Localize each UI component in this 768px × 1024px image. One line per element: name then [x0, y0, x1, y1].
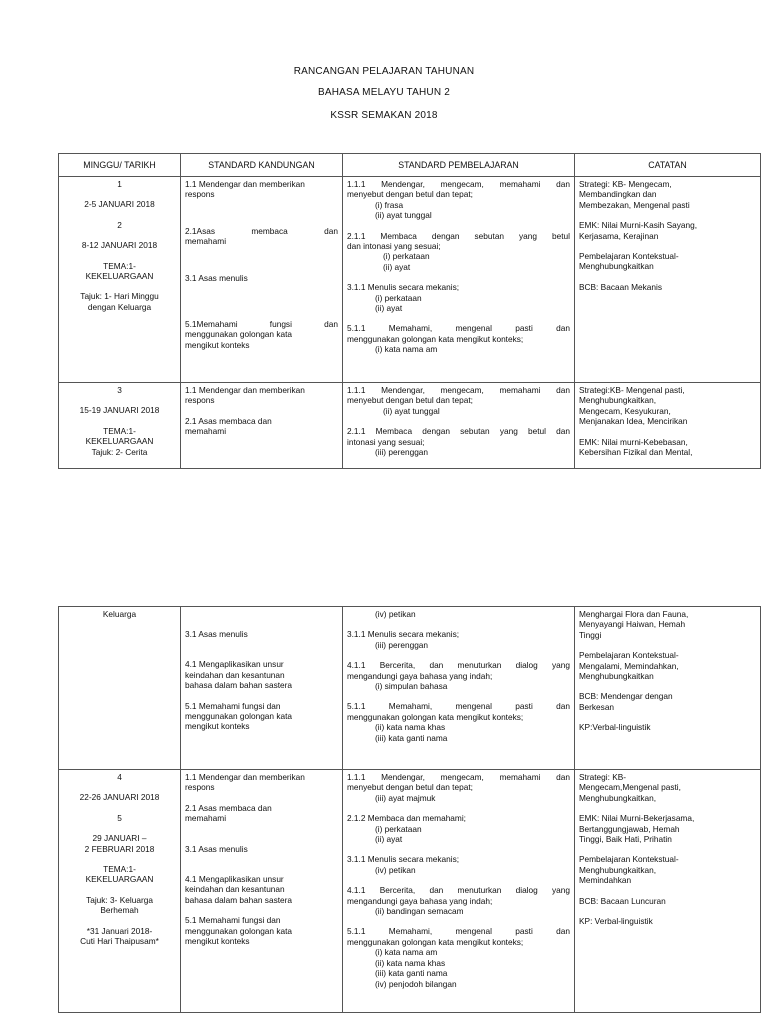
learning-line: menyebut dengan betul dan tepat;	[347, 189, 473, 200]
learning-subitem: (i) kata nama am	[375, 344, 438, 355]
week-date: 8-12 JANUARI 2018	[81, 240, 158, 251]
learning-line: 1.1.1 Mendengar, mengecam, memahami dan	[347, 179, 570, 189]
doc-title: RANCANGAN PELAJARAN TAHUNAN	[293, 66, 475, 77]
topic-line: Keluarga	[102, 609, 137, 619]
note-line: Menghubungkaitkan,	[579, 395, 657, 406]
learning-subitem: (iii) perenggan	[375, 639, 429, 650]
content-line: 5.1 Memahami fungsi dan	[185, 700, 281, 711]
note-line: BCB: Bacaan Luncuran	[579, 895, 666, 906]
topic-line: dengan Keluarga	[87, 301, 152, 312]
cell-pembelajaran	[343, 607, 575, 770]
note-line: KP:Verbal-linguistik	[579, 722, 651, 733]
note-line: EMK: Nilai Murni-Kasih Sayang,	[579, 220, 698, 231]
cell-kandungan	[181, 770, 343, 1013]
topic-line: Tajuk: 3- Keluarga	[86, 894, 153, 905]
table-row	[59, 607, 761, 770]
learning-subitem: (ii) ayat tunggal	[383, 405, 440, 416]
note-line: Menghargai Flora dan Fauna,	[579, 609, 689, 619]
content-line: 5.1 Memahami fungsi dan	[185, 915, 281, 926]
content-line: bahasa dalam bahan sastera	[185, 680, 293, 691]
learning-line: 5.1.1 Memahami, mengenal pasti dan	[347, 323, 570, 334]
table-row	[59, 383, 761, 469]
learning-line: menggunakan golongan kata mengikut konteks;	[347, 936, 524, 947]
cell-minggu	[59, 607, 181, 770]
learning-subitem: (i) kata nama am	[375, 947, 438, 958]
content-line: 2.1 Asas membaca dan	[185, 802, 272, 813]
note-line: Tinggi	[579, 629, 602, 640]
content-line: bahasa dalam bahan sastera	[185, 894, 293, 905]
document-page-1	[0, 0, 768, 470]
note-line: Berkesan	[579, 701, 615, 712]
learning-subitem: (i) simpulan bahasa	[375, 681, 448, 692]
week-number: 1	[117, 179, 122, 189]
doc-curriculum: KSSR SEMAKAN 2018	[330, 110, 438, 121]
theme-label: TEMA:1-	[103, 864, 136, 875]
cell-kandungan	[181, 177, 343, 383]
col-header-minggu: MINGGU/ TARIKH	[59, 154, 181, 177]
note-line: Kebersihan Fizikal dan Mental,	[579, 447, 693, 458]
cell-minggu	[59, 177, 181, 383]
learning-subitem: (iv) petikan	[375, 864, 416, 875]
learning-subitem: (iii) perenggan	[375, 447, 429, 458]
note-line: Pembelajaran Kontekstual-	[579, 854, 679, 865]
note-line: Strategi:KB- Mengenal pasti,	[579, 385, 685, 395]
learning-line: 2.1.2 Membaca dan memahami;	[347, 813, 466, 824]
week-number: 3	[117, 385, 122, 395]
learning-line: 1.1.1 Mendengar, mengecam, memahami dan	[347, 772, 570, 782]
note-line: EMK: Nilai murni-Kebebasan,	[579, 436, 688, 447]
content-line: 5.1Memahami fungsi dan	[185, 319, 338, 330]
week-date: 29 JANUARI –	[92, 833, 147, 844]
learning-line: 3.1.1 Menulis secara mekanis;	[347, 282, 460, 293]
content-line: 2.1 Asas membaca dan	[185, 415, 272, 426]
content-line: 3.1 Asas menulis	[185, 629, 248, 639]
cell-pembelajaran	[343, 383, 575, 469]
cell-kandungan	[181, 607, 343, 770]
content-line: 1.1 Mendengar dan memberikan	[185, 772, 305, 782]
content-line: keindahan dan kesantunan	[185, 884, 285, 895]
content-line: 1.1 Mendengar dan memberikan	[185, 385, 305, 395]
col-header-pembelajaran: STANDARD PEMBELAJARAN	[343, 154, 575, 177]
note-line: Menghubungkaitkan	[579, 261, 654, 272]
table-row	[59, 177, 761, 383]
learning-subitem: (iii) kata ganti nama	[375, 968, 448, 979]
theme-name: KEKELUARGAAN	[85, 271, 154, 282]
content-line: keindahan dan kesantunan	[185, 669, 285, 680]
content-line: 3.1 Asas menulis	[185, 843, 248, 854]
learning-subitem: (iv) petikan	[375, 609, 416, 619]
learning-subitem: (iv) penjodoh bilangan	[375, 978, 457, 989]
learning-line: 4.1.1 Bercerita, dan menuturkan dialog yang	[347, 885, 570, 896]
learning-line: intonasi yang sesuai;	[347, 436, 425, 447]
learning-line: 3.1.1 Menulis secara mekanis;	[347, 629, 460, 640]
learning-line: menyebut dengan betul dan tepat;	[347, 395, 473, 406]
week-number: 2	[117, 219, 122, 230]
learning-subitem: (iii) ayat majmuk	[375, 792, 436, 803]
cell-catatan	[575, 607, 761, 770]
note-line: Kerjasama, Kerajinan	[579, 230, 659, 241]
note-line: BCB: Bacaan Mekanis	[579, 281, 663, 292]
learning-subitem: (i) frasa	[375, 199, 404, 210]
note-line: Memindahkan	[579, 875, 632, 886]
rpt-table-page-2	[58, 606, 761, 1013]
learning-subitem: (ii) kata nama khas	[375, 722, 446, 733]
note-line: Strategi: KB-	[579, 772, 627, 782]
cell-minggu	[59, 383, 181, 469]
content-line: 4.1 Mengaplikasikan unsur	[185, 874, 284, 885]
content-line: memahami	[185, 426, 227, 437]
content-line: 2.1Asas membaca dan	[185, 225, 338, 236]
learning-line: 4.1.1 Bercerita, dan menuturkan dialog yang	[347, 660, 570, 671]
topic-line: Berhemah	[100, 905, 139, 916]
col-header-kandungan: STANDARD KANDUNGAN	[181, 154, 343, 177]
content-line: 3.1 Asas menulis	[185, 272, 248, 283]
theme-label: TEMA:1-	[103, 260, 136, 271]
learning-line: menggunakan golongan kata mengikut konteks;	[347, 711, 524, 722]
content-line: menggunakan golongan kata	[185, 711, 293, 722]
week-number: 4	[117, 772, 122, 782]
learning-line: 2.1.1 Membaca dengan sebutan yang betul	[347, 230, 570, 241]
content-line: 1.1 Mendengar dan memberikan	[185, 179, 305, 189]
learning-line: menggunakan golongan kata mengikut konteks;	[347, 333, 524, 344]
note-line: Membezakan, Mengenal pasti	[579, 199, 690, 210]
table-row	[59, 770, 761, 1013]
cell-kandungan	[181, 383, 343, 469]
learning-line: 1.1.1 Mendengar, mengecam, memahami dan	[347, 385, 570, 395]
learning-line: mengandungi gaya bahasa yang indah;	[347, 670, 493, 681]
theme-name: KEKELUARGAAN	[85, 436, 154, 447]
content-line: mengikut konteks	[185, 339, 250, 350]
cell-pembelajaran	[343, 770, 575, 1013]
learning-subitem: (ii) ayat	[375, 303, 403, 314]
week-date: 22-26 JANUARI 2018	[79, 792, 160, 803]
doc-subtitle: BAHASA MELAYU TAHUN 2	[317, 87, 451, 98]
note-line: Menyayangi Haiwan, Hemah	[579, 619, 686, 630]
learning-line: 5.1.1 Memahami, mengenal pasti dan	[347, 926, 570, 937]
note-line: Menghubungkaitkan,	[579, 792, 657, 803]
week-date: 15-19 JANUARI 2018	[79, 405, 160, 416]
note-line: Bertanggungjawab, Hemah	[579, 823, 680, 834]
theme-name: KEKELUARGAAN	[85, 874, 154, 885]
content-line: 4.1 Mengaplikasikan unsur	[185, 659, 284, 670]
note-line: Strategi: KB- Mengecam,	[579, 179, 672, 189]
week-date: 2-5 JANUARI 2018	[84, 199, 155, 210]
learning-subitem: (i) perkataan	[375, 292, 422, 303]
cell-catatan	[575, 770, 761, 1013]
topic-line: Tajuk: 2- Cerita	[91, 446, 148, 457]
learning-subitem: (i) perkataan	[375, 823, 422, 834]
learning-subitem: (ii) kata nama khas	[375, 957, 446, 968]
content-line: respons	[185, 395, 215, 406]
learning-subitem: (ii) bandingan semacam	[375, 906, 464, 917]
content-line: respons	[185, 189, 215, 200]
learning-subitem: (ii) ayat	[375, 834, 403, 845]
note-line: Tinggi, Baik Hati, Prihatin	[579, 834, 672, 845]
cell-pembelajaran	[343, 177, 575, 383]
note-line: KP: Verbal-linguistik	[579, 916, 653, 927]
learning-subitem: (iii) kata ganti nama	[375, 732, 448, 743]
cell-minggu	[59, 770, 181, 1013]
topic-line: Tajuk: 1- Hari Minggu	[80, 291, 159, 302]
theme-label: TEMA:1-	[103, 425, 136, 436]
learning-subitem: (ii) ayat tunggal	[375, 210, 432, 221]
cell-catatan	[575, 177, 761, 383]
note-line: Pembelajaran Kontekstual-	[579, 650, 679, 661]
note-line: Mengalami, Memindahkan,	[579, 660, 679, 671]
note-line: EMK: Nilai Murni-Bekerjasama,	[579, 813, 695, 824]
note-line: Mengecam,Mengenal pasti,	[579, 782, 681, 793]
learning-line: dan intonasi yang sesuai;	[347, 241, 441, 252]
learning-subitem: (ii) ayat	[383, 261, 411, 272]
note-line: Pembelajaran Kontekstual-	[579, 251, 679, 262]
document-page-2	[0, 470, 768, 1024]
learning-line: 5.1.1 Memahami, mengenal pasti dan	[347, 701, 570, 712]
content-line: memahami	[185, 813, 227, 824]
learning-line: mengandungi gaya bahasa yang indah;	[347, 895, 493, 906]
content-line: respons	[185, 782, 215, 793]
col-header-catatan: CATATAN	[575, 154, 761, 177]
note-line: Menghubungkaitkan	[579, 671, 654, 682]
note-line: BCB: Mendengar dengan	[579, 691, 673, 702]
content-line: mengikut konteks	[185, 721, 250, 732]
note-line: Menjanakan Idea, Mencirikan	[579, 416, 688, 427]
note-line: Mengecam, Kesyukuran,	[579, 405, 671, 416]
content-line: menggunakan golongan kata	[185, 925, 293, 936]
learning-line: 3.1.1 Menulis secara mekanis;	[347, 854, 460, 865]
rpt-table-page-1	[58, 153, 761, 469]
content-line: memahami	[185, 236, 227, 247]
note-line: Membandingkan dan	[579, 189, 657, 200]
table-header-row	[59, 154, 761, 177]
learning-line: menyebut dengan betul dan tepat;	[347, 782, 473, 793]
cell-catatan	[575, 383, 761, 469]
note-line: Menghubungkaitkan,	[579, 864, 657, 875]
learning-line: 2.1.1 Membaca dengan sebutan yang betul dan	[347, 426, 570, 437]
learning-subitem: (i) perkataan	[383, 251, 430, 262]
holiday-note: Cuti Hari Thaipusam*	[80, 936, 159, 947]
holiday-note: *31 Januari 2018-	[86, 925, 153, 936]
content-line: mengikut konteks	[185, 936, 250, 947]
week-number: 5	[117, 812, 122, 823]
content-line: menggunakan golongan kata	[185, 329, 293, 340]
week-date: 2 FEBRUARI 2018	[84, 843, 155, 854]
